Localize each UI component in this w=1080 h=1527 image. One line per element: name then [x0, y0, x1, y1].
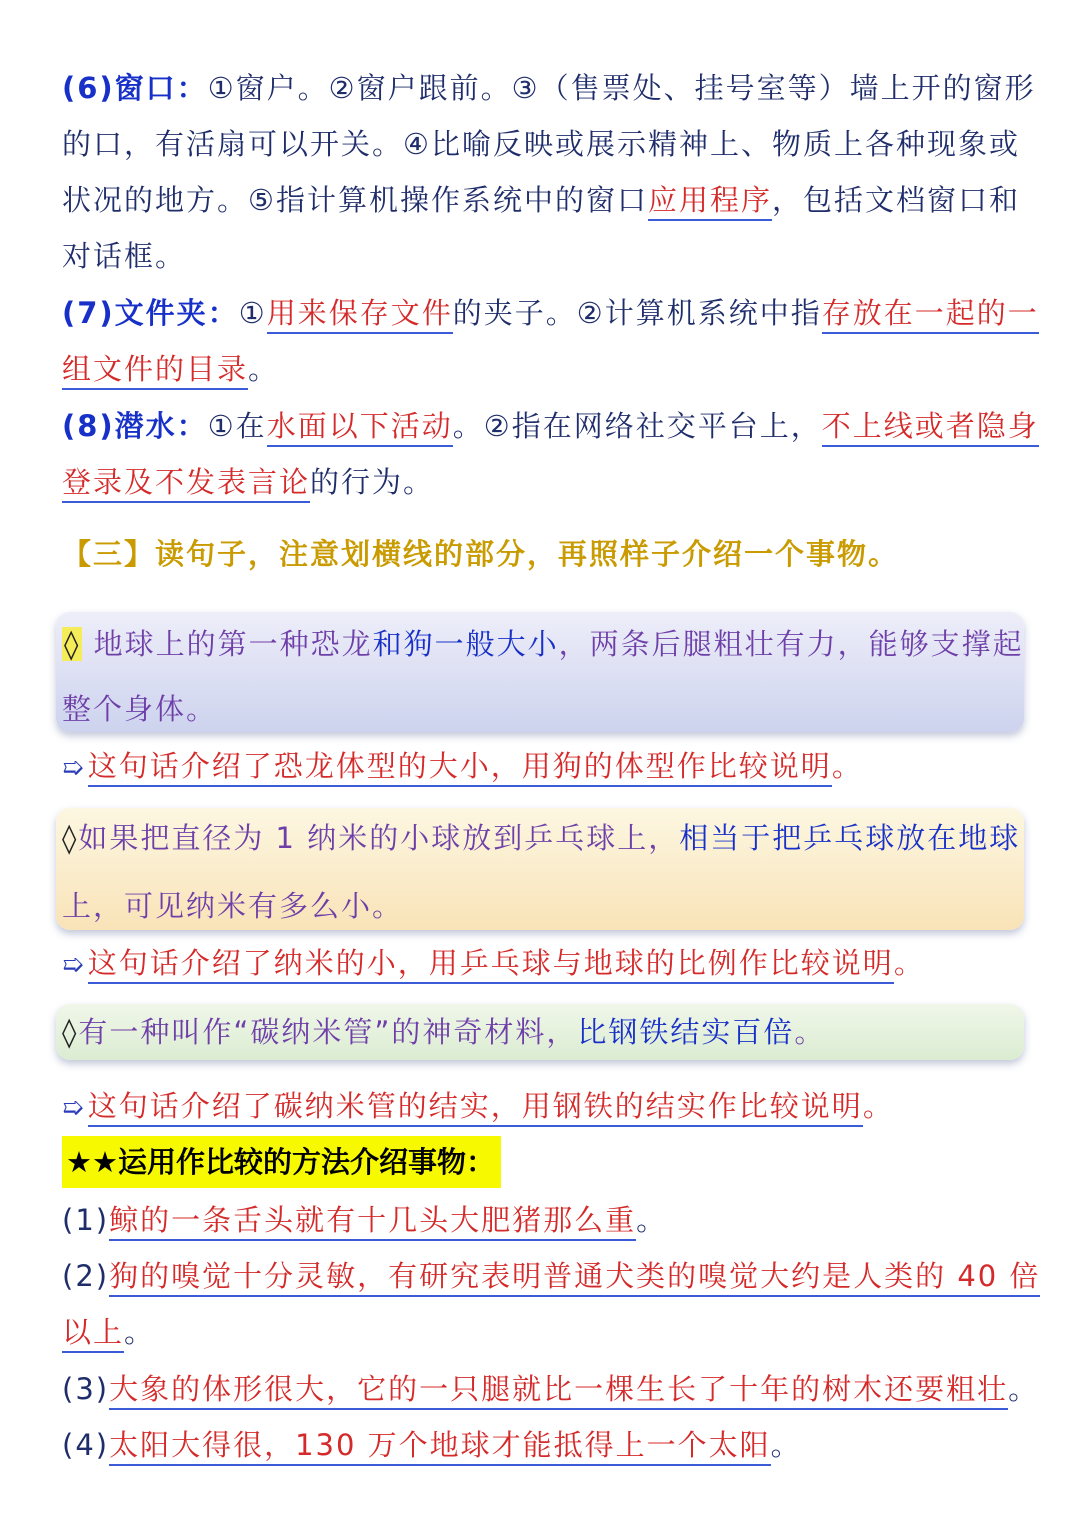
example-1-text: ，两条后腿粗壮有力，能够支撑起 — [558, 627, 1024, 661]
item-6-line-1 — [62, 60, 1036, 116]
example-2-explanation: 这句话介绍了纳米的小，用乒乓球与地球的比例作比较说明 — [88, 946, 894, 984]
method-item-2-cont — [62, 1304, 1022, 1360]
example-1-key: 和狗一般大小 — [372, 627, 559, 661]
item-8-answer: 水面以下活动 — [267, 409, 453, 447]
item-7-text: 。 — [248, 352, 280, 386]
arrow-right-icon: ➯ — [62, 1093, 86, 1123]
example-1-box — [56, 612, 1024, 732]
item-6-text: ，包括文档窗口和 — [772, 183, 1021, 217]
example-3-note — [62, 1078, 1022, 1134]
item-6-line-2 — [62, 116, 1022, 172]
item-8-text: 的行为。 — [310, 465, 435, 499]
item-6-text: ①窗户。②窗户跟前。③（售票处、挂号室等）墙上开的窗形 — [207, 71, 1036, 105]
item-6-line-3 — [62, 172, 1022, 228]
example-2-key: 相当于把乒乓球放在地球 — [679, 821, 1021, 855]
section-three-title: 【三】读句子，注意划横线的部分，再照样子介绍一个事物。 — [62, 537, 900, 571]
example-1-period: 。 — [831, 749, 863, 783]
diamond-icon: ◊ — [62, 1015, 79, 1049]
method-item-text: 太阳大得很，130 万个地球才能抵得上一个太阳 — [109, 1428, 771, 1466]
method-item-number: (4) — [62, 1428, 110, 1462]
item-7-answer: 用来保存文件 — [267, 296, 453, 334]
example-3-text: 。 — [794, 1015, 826, 1049]
item-8-text: ①在 — [207, 409, 267, 443]
method-item-text: 大象的体形很大，它的一只腿就比一棵生长了十年的树木还要粗壮 — [109, 1372, 1008, 1410]
example-3-key: 比钢铁结实百倍 — [577, 1015, 795, 1049]
item-7-text: 的夹子。②计算机系统中指 — [452, 296, 822, 330]
item-8-text: 。②指在网络社交平台上， — [452, 409, 822, 443]
item-7-text: ① — [238, 296, 267, 330]
item-8-label: (8)潜水： — [62, 409, 208, 443]
example-1-text: 地球上的第一种恐龙 — [93, 627, 373, 661]
item-8-line-2 — [62, 454, 1022, 510]
item-7-answer: 组文件的目录 — [62, 352, 248, 390]
item-6-text: 状况的地方。⑤指计算机操作系统中的窗口 — [62, 183, 648, 217]
method-item-period: 。 — [770, 1428, 802, 1462]
example-1-explanation: 这句话介绍了恐龙体型的大小，用狗的体型作比较说明 — [88, 749, 832, 787]
item-7-answer: 存放在一起的一 — [822, 296, 1039, 334]
method-item-number: (1) — [62, 1203, 110, 1237]
method-item-period: 。 — [636, 1203, 668, 1237]
method-item-text: 狗的嗅觉十分灵敏，有研究表明普通犬类的嗅觉大约是人类的 40 倍 — [109, 1259, 1040, 1297]
example-2-note — [62, 935, 1022, 991]
item-6-line-4 — [62, 228, 1022, 284]
method-item-1 — [62, 1192, 1022, 1248]
example-3-text: 有一种叫作“碳纳米管”的神奇材料， — [78, 1015, 578, 1049]
method-title: ★★运用作比较的方法介绍事物： — [62, 1136, 501, 1188]
method-item-number: (2) — [62, 1259, 110, 1293]
example-2-text: 上，可见纳米有多么小。 — [62, 889, 404, 923]
example-3-period: 。 — [862, 1089, 894, 1123]
item-6-text: 对话框。 — [62, 239, 187, 273]
item-8-answer: 登录及不发表言论 — [62, 465, 310, 503]
diamond-icon: ◊ — [62, 821, 79, 855]
example-1-note — [62, 738, 1022, 794]
method-item-period: 。 — [124, 1315, 156, 1349]
method-item-4 — [62, 1417, 1022, 1473]
method-item-number: (3) — [62, 1372, 110, 1406]
method-item-2 — [62, 1248, 1041, 1304]
item-6-text: 的口，有活扇可以开关。④比喻反映或展示精神上、物质上各种现象或 — [62, 127, 1020, 161]
example-1-text: 整个身体。 — [62, 692, 218, 726]
method-item-text: 鲸的一条舌头就有十几头大肥猪那么重 — [109, 1203, 636, 1241]
arrow-right-icon: ➯ — [62, 950, 86, 980]
method-item-text: 以上 — [62, 1315, 124, 1353]
item-8-answer: 不上线或者隐身 — [822, 409, 1039, 447]
item-7-line-2 — [62, 341, 1022, 397]
example-2-period: 。 — [893, 946, 925, 980]
item-7-line-1 — [62, 285, 1039, 341]
example-2-box — [56, 808, 1024, 930]
item-6-label: (6)窗口： — [62, 71, 208, 105]
item-8-line-1 — [62, 398, 1039, 454]
method-item-period: 。 — [1008, 1372, 1040, 1406]
example-2-text: 如果把直径为 1 纳米的小球放到乒乓球上， — [78, 821, 680, 855]
example-3-box — [56, 1004, 1024, 1060]
arrow-right-icon: ➯ — [62, 753, 86, 783]
method-item-3 — [62, 1361, 1040, 1417]
item-7-label: (7)文件夹： — [62, 296, 239, 330]
item-6-answer: 应用程序 — [648, 183, 772, 221]
diamond-icon: ◊ — [64, 627, 81, 661]
example-3-explanation: 这句话介绍了碳纳米管的结实，用钢铁的结实作比较说明 — [88, 1089, 863, 1127]
